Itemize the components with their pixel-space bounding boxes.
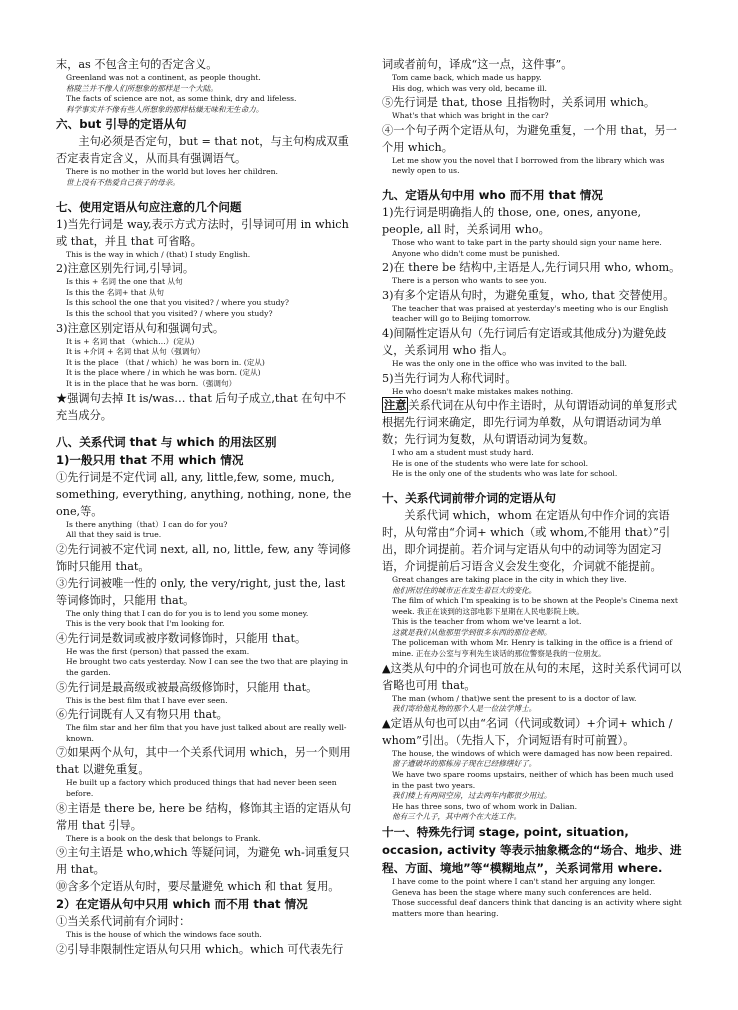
example-sentence: Those successful deaf dancers think that dancing is an activity where sight matters more than hearing. — [392, 898, 682, 918]
body-paragraph: 1)当先行词是 way,表示方式方法时，引导词可用 in which 或 that，并且 that 可省略。 — [56, 217, 349, 248]
body-paragraph: ⑩含多个定语从句时，要尽量避免 which 和 that 复用。 — [56, 880, 340, 894]
example-sentence: He was the only one in the office who was invited to the ball. — [392, 358, 627, 368]
body-paragraph: ⑥先行词既有人又有物只用 that。 — [56, 708, 228, 722]
body-paragraph: 4)间隔性定语从句（先行词后有定语或其他成分)为避免歧义，关系词用 who 指人。 — [382, 326, 667, 357]
body-paragraph: ②先行词被不定代词 next, all, no, little, few, any 等词修饰时只能用 that。 — [56, 542, 351, 573]
body-paragraph: ⑦如果两个从句，其中一个关系代词用 which，另一个则用 that 以避免重复。 — [56, 746, 351, 777]
example-sentence: It is +介词 + 名词 that 从句（强调句） — [66, 347, 205, 357]
example-sentence: Those who want to take part in the party should sign your name here. — [392, 237, 662, 247]
example-sentence: Anyone who didn't come must be punished. — [392, 248, 560, 258]
example-sentence: He was the first (person) that passed the exam. — [66, 646, 250, 656]
body-paragraph: ①先行词是不定代词 all, any, little,few, some, much, something, everything, anything, nothing, none, the one,等。 — [56, 470, 352, 518]
body-paragraph: 主句必须是否定句，but = that not，与主句构成双重否定表肯定含义，从而具有强调语气。 — [56, 135, 349, 166]
example-sentence: Tom came back, which made us happy. — [392, 73, 542, 82]
section-heading: 七、使用定语从句应注意的几个问题 — [56, 199, 242, 214]
example-translation: 这就是我们从他那里学到很多东西的那位老师。 — [392, 627, 552, 637]
example-sentence: The film of which I'm speaking is to be shown at the People's Cinema next week. 我正在谈到的这部电影下星期在人民电影院上映。 — [392, 596, 678, 616]
example-sentence: This is the way in which / (that) I study English. — [66, 249, 251, 259]
example-sentence: He built up a factory which produced things that had never been seen before. — [66, 778, 337, 799]
example-translation: 我们寄给他礼物的那个人是一位法学博士。 — [392, 704, 537, 714]
section-heading: 2）在定语从句中只用 which 而不用 that 情况 — [56, 897, 308, 912]
body-paragraph: ▲这类从句中的介词也可放在从句的末尾，这时关系代词可以省略也可用 that。 — [382, 661, 682, 692]
note-paragraph — [382, 397, 682, 448]
example-sentence: Is this the 名词+ that 从句 — [66, 287, 164, 297]
example-sentence: Greenland was not a continent, as people thought. — [66, 73, 261, 82]
example-translation: 窗子遭破坏的那栋房子现在已经修缮好了。 — [392, 759, 537, 769]
example-translation: 格陵兰并不像人们所想象的那样是一个大陆。 — [66, 83, 218, 93]
example-sentence: This is the teacher from whom we've learnt a lot. — [392, 617, 582, 627]
example-translation: 他们所居住的城市正在发生着巨大的变化。 — [392, 585, 537, 595]
example-sentence: Geneva has been the stage where many such conferences are held. — [392, 887, 652, 897]
body-paragraph: 末，as 不包含主句的否定含义。 — [56, 58, 218, 71]
example-sentence: This is the house of which the windows face south. — [66, 930, 262, 940]
body-paragraph: 关系代词 which，whom 在定语从句中作介词的宾语时，从句常由“介词+ which（或 whom,不能用 that）”引出，即介词提前。若介词与定语从句中的动词等为固定习语，介词提前后习语含义会发生变化，介词就不能提前。 — [382, 508, 671, 573]
example-sentence: The facts of science are not, as some think, dry and lifeless. — [66, 94, 297, 104]
body-paragraph: ▲定语从句也可以由“名词（代词或数词）+介词+ which / whom”引出。（先指人下，介词短语有时可前置）。 — [382, 716, 673, 747]
body-paragraph: ⑧主语是 there be, here be 结构，修饰其主语的定语从句常用 that 引导。 — [56, 801, 352, 832]
example-sentence: It is the place （that / which）he was born in. (定从) — [66, 357, 265, 367]
example-sentence: There is a person who wants to see you. — [392, 276, 547, 286]
body-paragraph: ④先行词是数词或被序数词修饰时，只能用 that。 — [56, 631, 307, 645]
example-sentence: He who doesn't make mistakes makes nothing. — [392, 386, 574, 396]
left-column — [56, 56, 356, 958]
section-heading: 六、but 引导的定语从句 — [56, 117, 187, 132]
example-sentence: It is the place where / in which he was born. (定从) — [66, 368, 261, 378]
example-sentence: The man (whom / that)we sent the present to is a doctor of law. — [392, 693, 637, 703]
section-heading: 十一、特殊先行词 stage, point, situation, occasion, activity 等表示抽象概念的“场合、地步、进程、方面、境地”等“模糊地点”，关系词常用 where. — [382, 825, 682, 875]
spacer — [382, 177, 682, 186]
body-paragraph: 词或者前句，译成“这一点，这件事”。 — [382, 58, 573, 71]
body-paragraph: ①当关系代词前有介词时： — [56, 915, 191, 929]
example-sentence: The teacher that was praised at yesterday's meeting who is our English teacher will go to Beijing tomorrow. — [392, 303, 669, 324]
example-sentence: There is no mother in the world but loves her children. — [66, 167, 278, 177]
body-paragraph: ★强调句去掉 It is/was… that 后句子成立,that 在句中不充当成分。 — [56, 391, 347, 422]
section-heading: 九、定语从句中用 who 而不用 that 情况 — [382, 187, 603, 202]
example-sentence: Is this + 名词 the one that 从句 — [66, 277, 183, 287]
example-sentence: I who am a student must study hard. — [392, 448, 534, 458]
example-translation: 科学事实并不像有些人所想象的那样枯燥无味和无生命力。 — [66, 104, 264, 114]
body-paragraph: 2)注意区别先行词,引导词。 — [56, 262, 195, 276]
example-translation: 世上没有不热爱自己孩子的母亲。 — [66, 177, 180, 187]
example-sentence: The policeman with whom Mr. Henry is talking in the office is a friend of mine. 正在办公室与亨利先生谈话的那位警察是我的一位朋友。 — [392, 638, 673, 659]
example-sentence: This is the best film that I have ever seen. — [66, 695, 228, 705]
example-sentence: What's that which was bright in the car? — [392, 111, 549, 121]
example-sentence: He is one of the students who were late for school. — [392, 458, 589, 468]
section-heading: 十、关系代词前带介词的定语从句 — [382, 490, 556, 505]
example-translation: 我们楼上有两间空房，过去两年内都很少用过。 — [392, 791, 552, 801]
example-sentence: This is the very book that I'm looking for. — [66, 619, 225, 629]
body-paragraph: 2)在 there be 结构中,主语是人,先行词只用 who, whom。 — [382, 261, 681, 275]
example-sentence: We have two spare rooms upstairs, neither of which has been much used in the past two years. — [392, 770, 674, 790]
example-sentence: Let me show you the novel that I borrowed from the library which was newly open to us. — [392, 155, 665, 176]
body-paragraph: 1)先行词是明确指人的 those, one, ones, anyone, people, all 时，关系词用 who。 — [382, 205, 642, 236]
example-sentence: His dog, which was very old, became ill. — [392, 83, 547, 93]
spacer — [56, 424, 356, 433]
example-sentence: It is in the place that he was born.（强调句） — [66, 378, 237, 388]
example-sentence: Is this school the one that you visited? / where you study? — [66, 298, 289, 308]
example-translation: 他有三个儿子，其中两个在大连工作。 — [392, 812, 522, 822]
body-paragraph: ⑤先行词是 that, those 且指物时，关系词用 which。 — [382, 96, 656, 110]
example-sentence: He brought two cats yesterday. Now I can see the two that are playing in the garden. — [66, 657, 349, 678]
example-sentence: All that they said is true. — [66, 530, 162, 540]
example-sentence: I have come to the point where I can't stand her arguing any longer. — [392, 877, 656, 886]
example-sentence: Is there anything（that）I can do for you? — [66, 519, 228, 529]
example-sentence: The film star and her film that you have just talked about are really well-known. — [66, 723, 347, 743]
body-paragraph: ②引导非限制性定语从句只用 which。which 可代表先行 — [56, 942, 344, 956]
body-paragraph: 3)注意区别定语从句和强调句式。 — [56, 321, 225, 335]
example-sentence: There is a book on the desk that belongs to Frank. — [66, 833, 261, 843]
example-sentence: Great changes are taking place in the city in which they live. — [392, 574, 627, 584]
example-sentence: The only thing that I can do for you is to lend you some money. — [66, 608, 309, 618]
example-sentence: He has three sons, two of whom work in Dalian. — [392, 801, 577, 811]
example-sentence: The house, the windows of which were damaged has now been repaired. — [392, 748, 673, 758]
example-sentence: Is this the school that you visited? / where you study? — [66, 308, 273, 318]
section-heading: 八、关系代词 that 与 which 的用法区别 — [56, 434, 277, 449]
body-paragraph: 3)有多个定语从句时，为避免重复，who, that 交替使用。 — [382, 288, 675, 302]
spacer — [56, 189, 356, 198]
body-paragraph: ④一个句子两个定语从句，为避免重复，一个用 that，另一个用 which。 — [382, 123, 677, 154]
example-sentence: It is + 名词 that （which…）(定从) — [66, 336, 195, 346]
spacer — [382, 480, 682, 489]
right-column — [382, 56, 682, 919]
body-paragraph: ⑨主句主语是 who,which 等疑问词，为避免 wh-词重复只用 that。 — [56, 846, 350, 877]
note-text: 关系代词在从句中作主语时，从句谓语动词的单复形式根据先行词来确定，即先行词为单数，从句谓语动词为单数；先行词为复数，从句谓语动词为复数。 — [382, 399, 677, 447]
body-paragraph: ⑤先行词是最高级或被最高级修饰时，只能用 that。 — [56, 680, 318, 694]
note-box-label: 注意 — [384, 398, 407, 413]
body-paragraph: ③先行词被唯一性的 only, the very/right, just the, last 等词修饰时，只能用 that。 — [56, 576, 346, 607]
section-heading: 1)一般只用 that 不用 which 情况 — [56, 452, 244, 467]
body-paragraph: 5)当先行词为人称代词时。 — [382, 371, 517, 385]
example-sentence: He is the only one of the students who was late for school. — [392, 469, 618, 479]
